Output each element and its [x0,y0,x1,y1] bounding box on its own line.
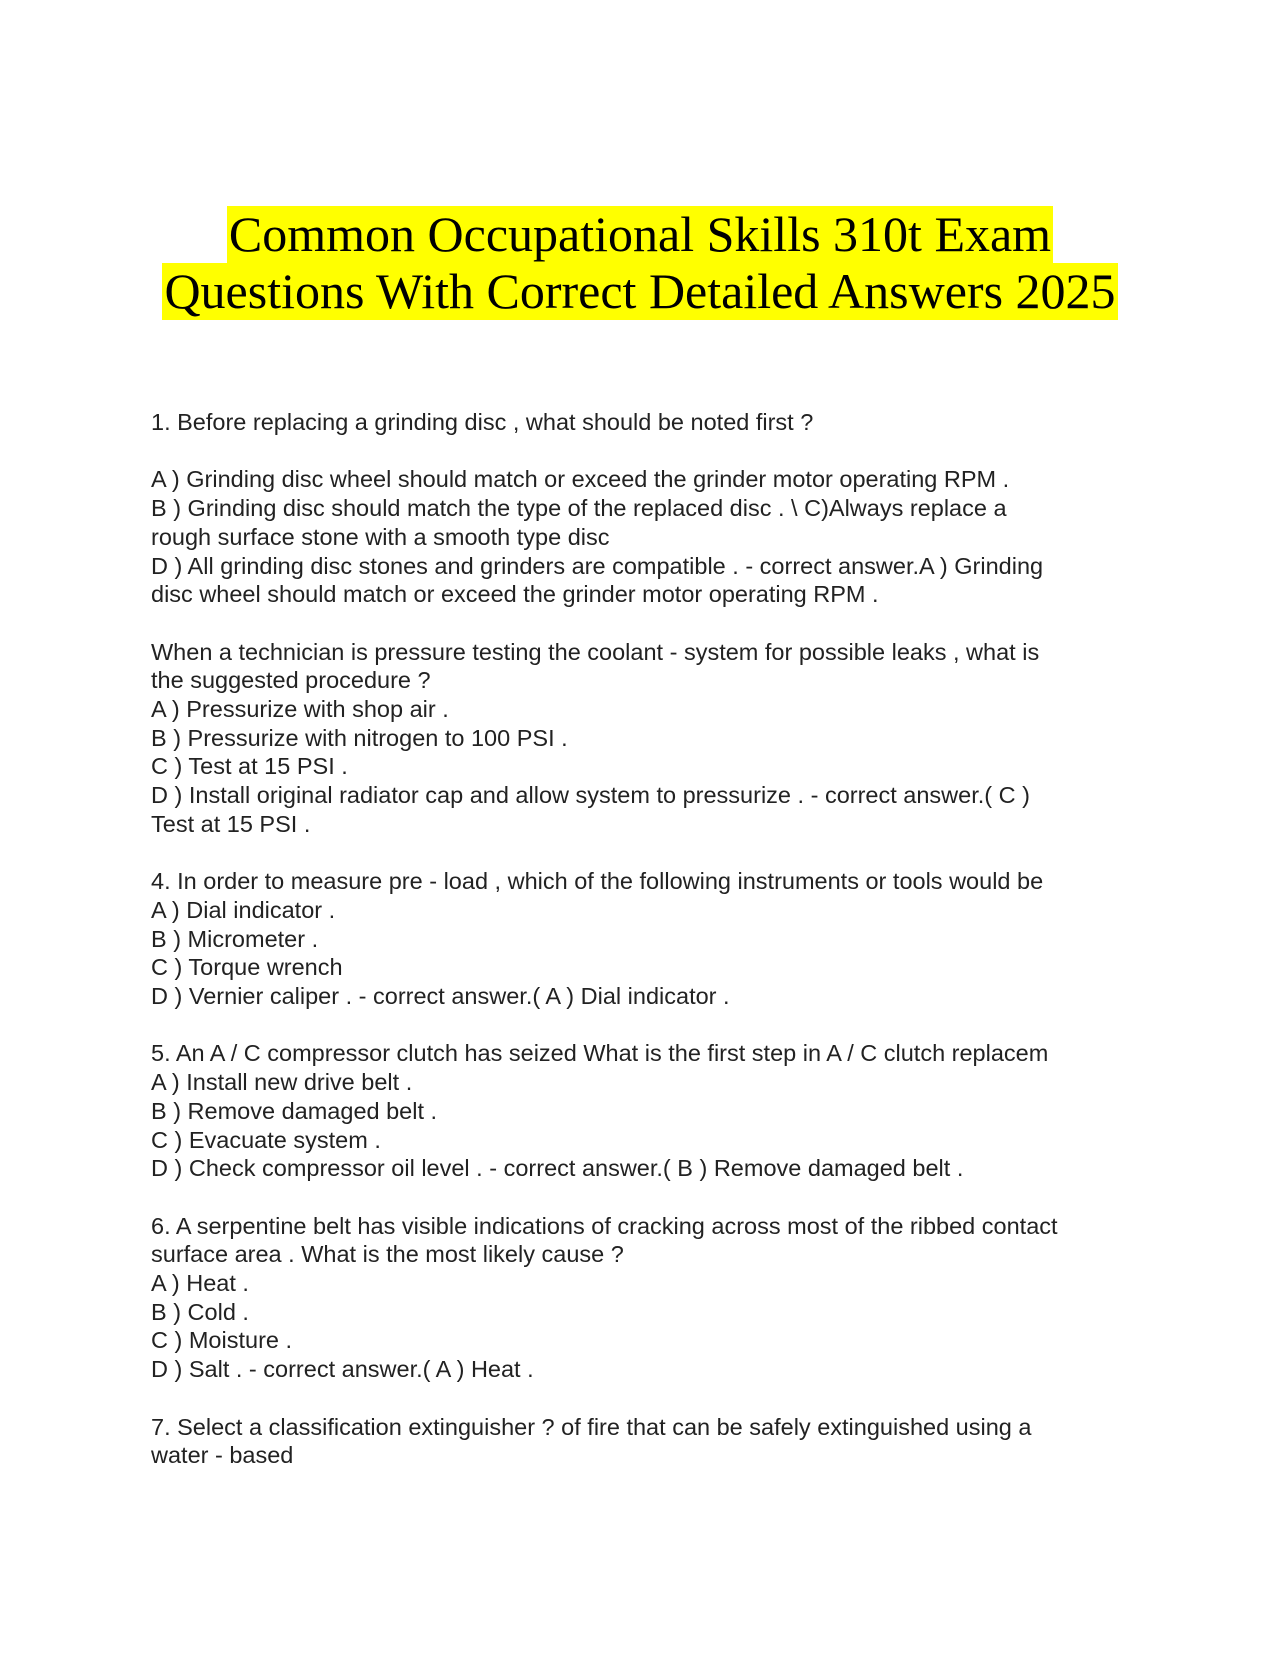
answer-option: C ) Evacuate system . [151,1126,381,1153]
question-line: surface area . What is the most likely cause ? [151,1241,624,1268]
question-line [151,437,1151,466]
answer-option: C ) Moisture . [151,1327,293,1354]
answer-option: B ) Grinding disc should match the type of the replaced disc . \ C)Always replace a [151,495,1007,522]
correct-answer: Test at 15 PSI . [151,810,311,837]
answer-option: B ) Micrometer . [151,925,319,952]
question-list [151,408,1151,1499]
answer-option: A ) Heat . [151,1270,249,1297]
question-line: 6. A serpentine belt has visible indications of cracking across most of the ribbed contact [151,1212,1058,1239]
answer-option: C ) Torque wrench [151,954,343,981]
answer-option: D ) Salt . - correct answer.( A ) Heat . [151,1356,534,1383]
correct-answer: disc wheel should match or exceed the grinder motor operating RPM . [151,581,879,608]
answer-option: rough surface stone with a smooth type disc [151,523,610,550]
question-4 [151,867,1151,1011]
document-title [0,206,1280,320]
answer-option: B ) Cold . [151,1298,249,1325]
title-line-2: Questions With Correct Detailed Answers 2025 [164,263,1116,319]
question-6 [151,1212,1151,1384]
answer-option: C ) Test at 15 PSI . [151,753,348,780]
answer-option: D ) Check compressor oil level . - correct answer.( B ) Remove damaged belt . [151,1155,964,1182]
title-line-1: Common Occupational Skills 310t Exam [228,206,1052,262]
question-line: When a technician is pressure testing the coolant - system for possible leaks , what is [151,638,1040,665]
question-line: 1. Before replacing a grinding disc , what should be noted first ? [151,409,814,435]
question-2 [151,638,1151,839]
answer-option: A ) Pressurize with shop air . [151,696,449,723]
answer-option: A ) Install new drive belt . [151,1069,413,1096]
question-5 [151,1039,1151,1183]
answer-option: D ) Install original radiator cap and allow system to pressurize . - correct answer.( C ) [151,782,1030,809]
question-1 [151,408,1151,609]
answer-option: D ) All grinding disc stones and grinders are compatible . - correct answer.A ) Grinding [151,552,1044,579]
question-line: the suggested procedure ? [151,667,431,694]
answer-option: B ) Pressurize with nitrogen to 100 PSI . [151,724,568,751]
answer-option: A ) Grinding disc wheel should match or exceed the grinder motor operating RPM . [151,466,1010,493]
answer-option: A ) Dial indicator . [151,896,336,923]
answer-option: D ) Vernier caliper . - correct answer.( A ) Dial indicator . [151,983,730,1010]
question-line: 5. An A / C compressor clutch has seized What is the first step in A / C clutch replacem [151,1040,1049,1067]
question-7 [151,1413,1151,1470]
question-line: 4. In order to measure pre - load , which of the following instruments or tools would be [151,868,1044,895]
question-line: 7. Select a classification extinguisher ? of fire that can be safely extinguished using a [151,1413,1032,1440]
answer-option: B ) Remove damaged belt . [151,1097,438,1124]
question-line: water - based [151,1442,294,1469]
